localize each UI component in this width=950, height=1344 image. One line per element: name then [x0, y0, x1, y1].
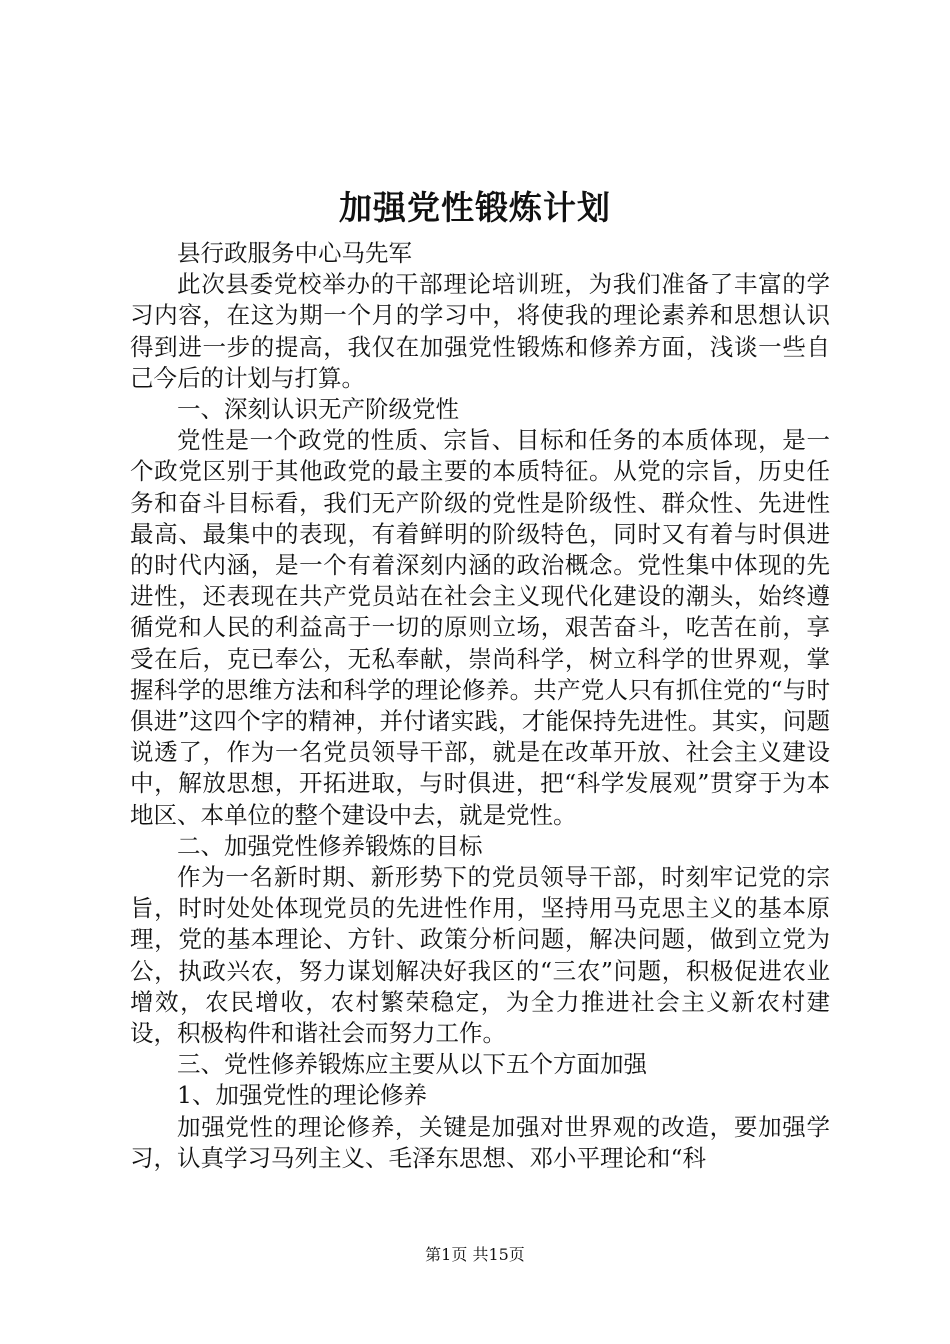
section-heading-3: 三、党性修养锻炼应主要从以下五个方面加强 [177, 1050, 647, 1079]
intro-paragraph: 此次县委党校举办的干部理论培训班，为我们准备了丰富的学习内容，在这为期一个月的学习中，将使我的理论素养和思想认识得到进一步的提高，我仅在加强党性锻炼和修养方面，浅谈一些自己今后的计划与打算。 [130, 270, 830, 392]
document-body [130, 238, 830, 1174]
section-1-paragraph: 党性是一个政党的性质、宗旨、目标和任务的本质体现，是一个政党区别于其他政党的最主要的本质特征。从党的宗旨，历史任务和奋斗目标看，我们无产阶级的党性是阶级性、群众性、先进性最高、最集中的表现，有着鲜明的阶级特色，同时又有着与时俱进的时代内涵，是一个有着深刻内涵的政治概念。党性集中体现的先进性，还表现在共产党员站在社会主义现代化建设的潮头，始终遵循党和人民的利益高于一切的原则立场，艰苦奋斗，吃苦在前，享受在后，克已奉公，无私奉献，崇尚科学，树立科学的世界观，掌握科学的思维方法和科学的理论修养。共产党人只有抓住党的“与时俱进”这四个字的精神，并付诸实践，才能保持先进性。其实，问题说透了，作为一名党员领导干部，就是在改革开放、社会主义建设中，解放思想，开拓进取，与时俱进，把“科学发展观”贯穿于为本地区、本单位的整个建设中去，就是党性。 [130, 426, 830, 829]
subsection-heading-1: 1、加强党性的理论修养 [177, 1081, 427, 1110]
section-heading-1: 一、深刻认识无产阶级党性 [177, 395, 459, 424]
author-line: 县行政服务中心马先军 [177, 239, 412, 267]
document-title: 加强党性锻炼计划 [339, 188, 611, 227]
section-2-paragraph: 作为一名新时期、新形势下的党员领导干部，时刻牢记党的宗旨，时时处处体现党员的先进性作用，坚持用马克思主义的基本原理，党的基本理论、方针、政策分析问题，解决问题，做到立党为公，执政兴农，努力谋划解决好我区的“三农”问题，积极促进农业增效，农民增收，农村繁荣稳定，为全力推进社会主义新农村建设，积极构件和谐社会而努力工作。 [130, 863, 830, 1048]
page-number-footer: 第1页 共15页 [425, 1245, 525, 1264]
subsection-1-paragraph: 加强党性的理论修养，关键是加强对世界观的改造，要加强学习，认真学习马列主义、毛泽东思想、邓小平理论和“科 [130, 1112, 830, 1172]
section-heading-2: 二、加强党性修养锻炼的目标 [177, 831, 483, 860]
